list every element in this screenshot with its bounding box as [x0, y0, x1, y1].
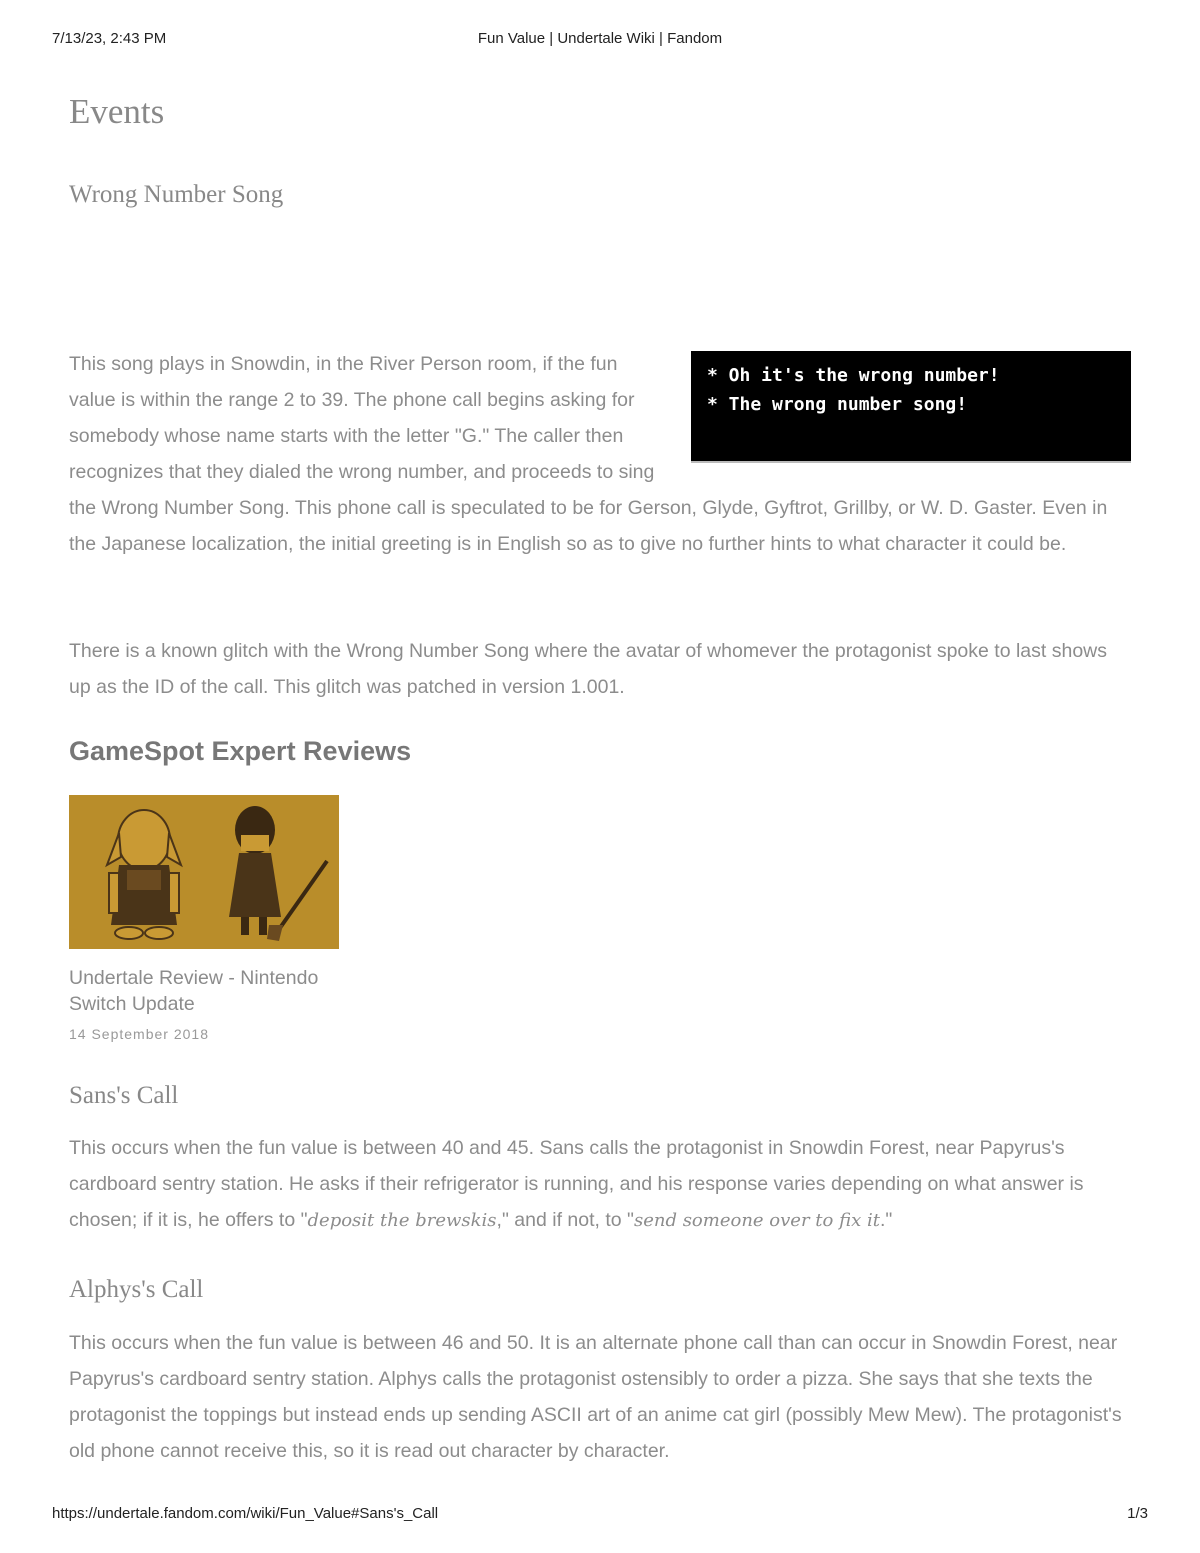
wrong-number-screenshot[interactable] [691, 351, 1131, 463]
sans-quote-fix-it: send someone over to fix it [633, 1210, 880, 1231]
sans-call-paragraph [69, 1130, 1131, 1239]
print-page-title: Fun Value | Undertale Wiki | Fandom [477, 30, 723, 47]
review-date: 14 September 2018 [69, 1026, 209, 1042]
print-header [52, 30, 1148, 50]
alphys-call-paragraph: This occurs when the fun value is between 46 and 50. It is an alternate phone call than can occur in Snowdin Forest, near Papyrus's cardboard sentry station. Alphys calls the protagonist ostensibly to order a pizza. She says that she texts the protagonist the toppings but instead ends up sending ASCII art of an anime cat girl (possibly Mew Mew). The protagonist's old phone cannot receive this, so it is read out character by character. [69, 1332, 1122, 1462]
wrong-number-song-heading: Wrong Number Song [69, 181, 284, 208]
sans-call-text-before: This occurs when the fun value is between 40 and 45. Sans calls the protagonist in Snowdin Forest, near Papyrus's cardboard sentry station. He asks if their refrigerator is running, and his response varies depending on what answer is chosen; if it is, he offers to " [69, 1137, 1084, 1231]
screenshot-line-2: * The wrong number song! [707, 394, 968, 415]
glitch-paragraph: There is a known glitch with the Wrong Number Song where the avatar of whomever the protagonist spoke to last shows up as the ID of the call. This glitch was patched in version 1.001. [69, 640, 1108, 698]
print-url: https://undertale.fandom.com/wiki/Fun_Value#Sans's_Call [52, 1505, 439, 1522]
print-page-number: 1/3 [1127, 1505, 1148, 1522]
sans-call-text-middle: ," and if not, to " [496, 1209, 634, 1231]
review-title-link[interactable]: Undertale Review - Nintendo Switch Update [69, 967, 319, 1015]
gamespot-heading: GameSpot Expert Reviews [69, 736, 412, 766]
wrong-number-text: This song plays in Snowdin, in the River Person room, if the fun value is within the range 2 to 39. The phone call begins asking for somebody whose name starts with the letter "G." The caller then recognizes that they dialed the wrong number, and proceeds to sing the Wrong Number Song. This phone call is speculated to be for Gerson, Glyde, Gyftrot, Grillby, or W. D. Gaster. Even in the Japanese localization, the initial greeting is in English so as to give no further hints to what character it could be. [69, 353, 1108, 555]
sans-call-heading: Sans's Call [69, 1082, 179, 1109]
sans-call-text-after: ." [879, 1209, 893, 1231]
undertale-characters-illustration [69, 795, 339, 949]
alphys-call-heading: Alphys's Call [69, 1276, 204, 1303]
sans-quote-brewskis: deposit the brewskis [307, 1210, 497, 1231]
screenshot-line-1: * Oh it's the wrong number! [707, 365, 1000, 386]
print-footer [52, 1505, 1148, 1525]
print-datetime: 7/13/23, 2:43 PM [52, 30, 167, 47]
events-heading: Events [69, 92, 165, 131]
wrong-number-paragraph [69, 346, 1131, 562]
review-video-thumbnail[interactable] [69, 795, 339, 949]
